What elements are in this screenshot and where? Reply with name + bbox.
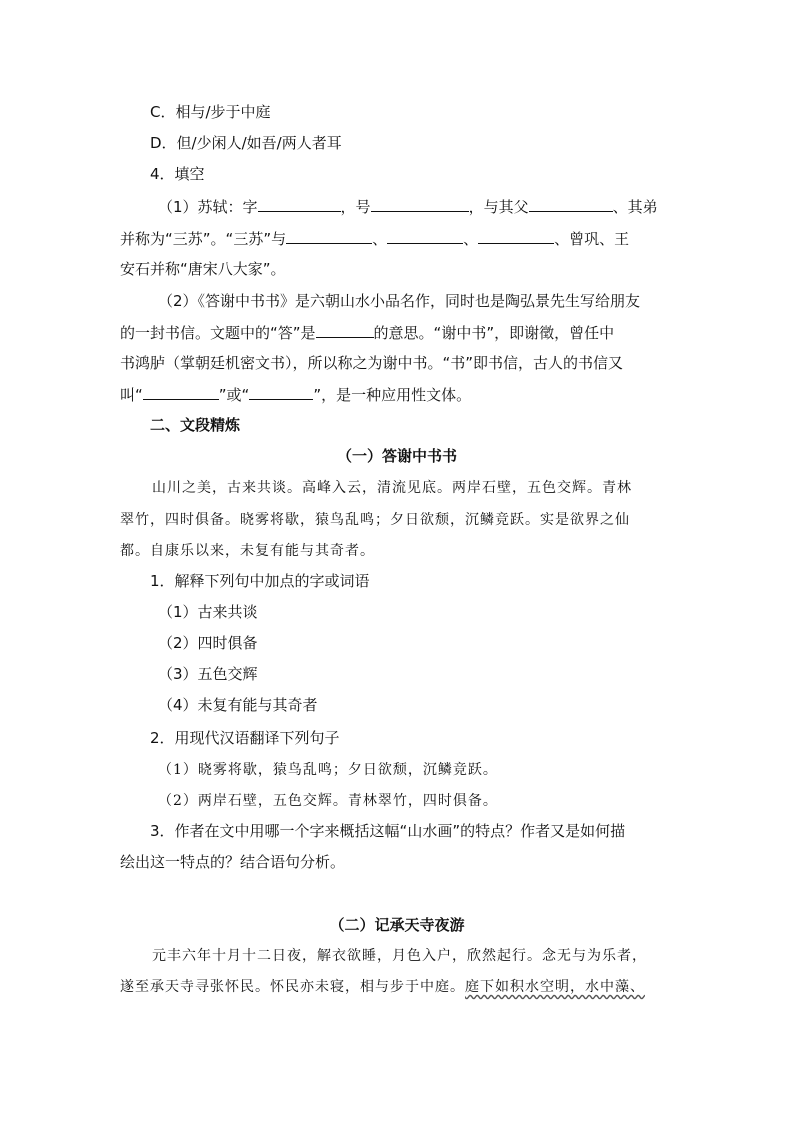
answer-blank[interactable] [286,228,372,244]
p1-question-3-line2: 绘出这一特点的？结合语句分析。 [120,853,346,871]
q4-part1-line3: 安石并称“唐宋八大家”。 [120,260,286,278]
answer-blank[interactable] [387,228,463,244]
answer-blank[interactable] [371,196,469,212]
option-c: C．相与/步于中庭 [150,103,271,121]
option-d: D．但/少闲人/如吾/两人者耳 [150,134,342,152]
p1-q1-item4: （4）未复有能与其奇者 [158,696,318,714]
question-4-heading: 4．填空 [150,165,205,183]
passage-1-line3: 都。自康乐以来，未复有能与其奇者。 [120,543,375,559]
answer-blank[interactable] [529,196,613,212]
q4-part2-line4: 叫“ ”或“ ”，是一种应用性文体。 [120,386,472,404]
q4-part1-line2: 并称为“三苏”。“三苏”与 、 、 、曾巩、王 [120,230,630,248]
q4-part2-line3: 书鸿胪（掌朝廷机密文书），所以称之为谢中书。“书”即书信，古人的书信又 [120,354,624,372]
passage-2-title: （二）记承天寺夜游 [329,916,465,934]
q4-part1-line1: （1）苏轼：字 ，号 ，与其父 、其弟 [158,198,658,216]
answer-blank[interactable] [316,322,374,338]
p1-question-2: 2．用现代汉语翻译下列句子 [150,729,340,747]
passage-1-line2: 翠竹，四时俱备。晓雾将歇，猿鸟乱鸣；夕日欲颓，沉鳞竞跃。实是欲界之仙 [120,512,630,528]
p1-q1-item3: （3）五色交辉 [158,665,258,683]
q4-part2-line2: 的一封书信。文题中的“答”是 的意思。“谢中书”，即谢徵，曾任中 [120,324,615,342]
p1-q2-item1: （1）晓雾将歇，猿鸟乱鸣；夕日欲颓，沉鳞竞跃。 [158,762,498,778]
p1-q1-item1: （1）古来共谈 [158,603,258,621]
p1-q1-item2: （2）四时俱备 [158,634,258,652]
passage-2-line1: 元丰六年十月十二日夜，解衣欲睡，月色入户，欣然起行。念无与为乐者， [152,948,647,964]
q4-part2-line1: （2）《答谢中书书》是六朝山水小品名作，同时也是陶弘景先生写给朋友 [158,292,641,310]
answer-blank[interactable] [143,384,219,400]
p1-q2-item2: （2）两岸石壁，五色交辉。青林翠竹，四时俱备。 [158,793,498,809]
passage-2-line2: 遂至承天寺寻张怀民。怀民亦未寝，相与步于中庭。庭下如积水空明，水中藻、 [120,979,645,995]
answer-blank[interactable] [249,384,313,400]
p1-question-1: 1．解释下列句中加点的字或词语 [150,572,370,590]
p1-question-3-line1: 3．作者在文中用哪一个字来概括这幅“山水画”的特点？作者又是如何描 [150,822,626,840]
answer-blank[interactable] [478,228,554,244]
section-2-heading: 二、文段精炼 [150,416,241,434]
passage-1-title: （一）答谢中书书 [336,447,457,465]
answer-blank[interactable] [258,196,341,212]
passage-1-line1: 山川之美，古来共谈。高峰入云，清流见底。两岸石壁，五色交辉。青林 [152,480,632,496]
